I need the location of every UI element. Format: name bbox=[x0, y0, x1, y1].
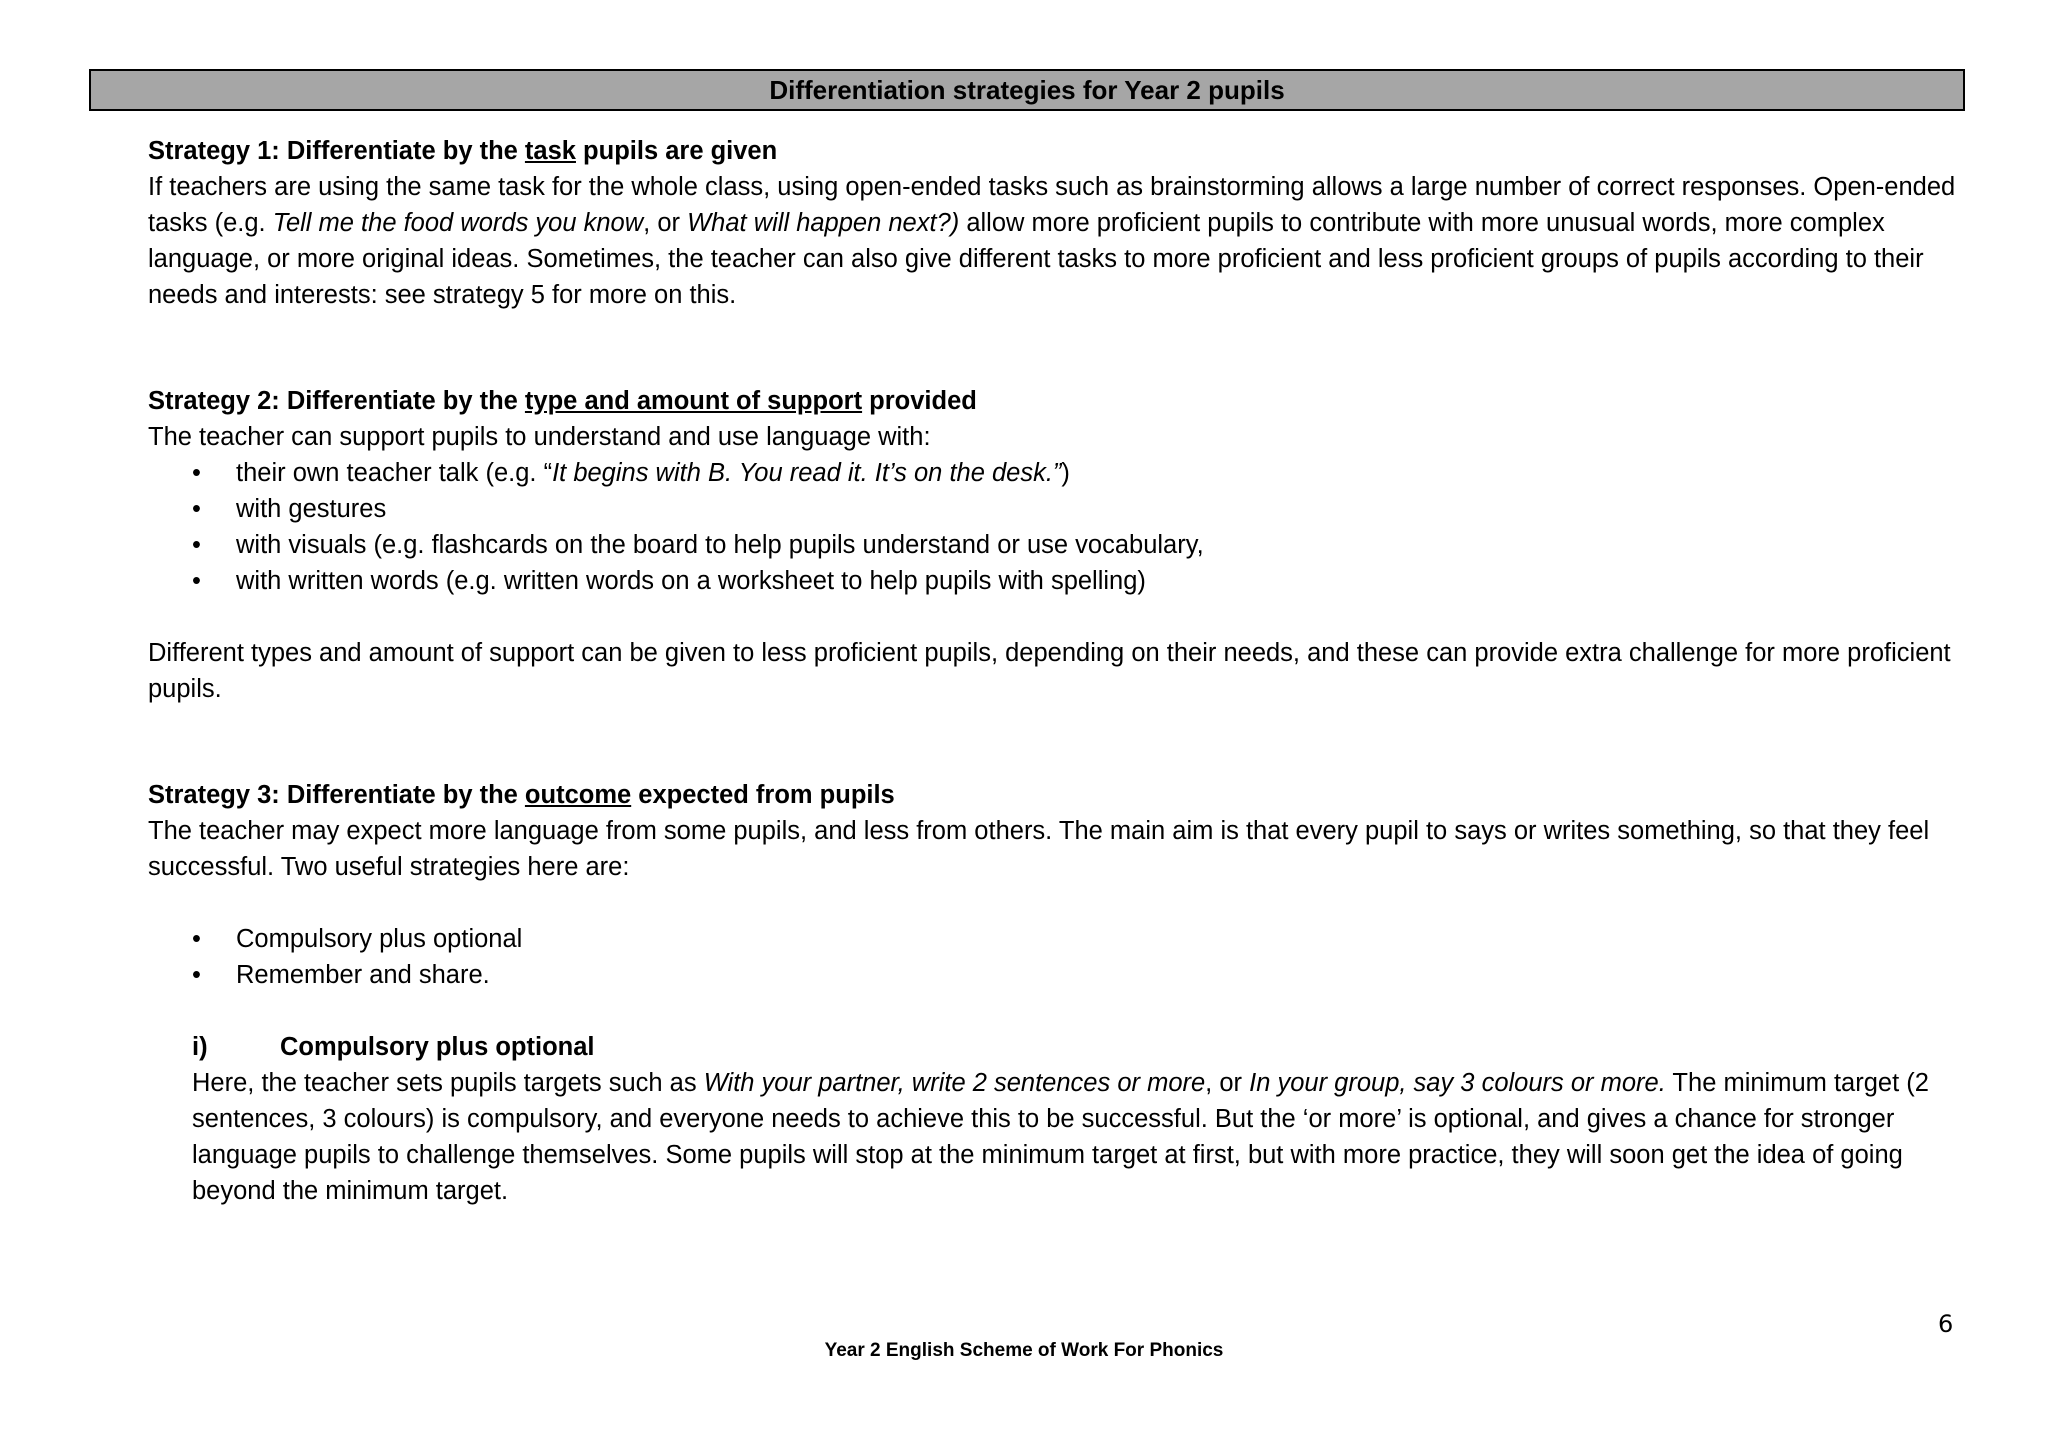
strategy3-bullet-list bbox=[148, 921, 1968, 993]
page-footer: Year 2 English Scheme of Work For Phonics bbox=[824, 1340, 1224, 1361]
list-item: • their own teacher talk (e.g. “It begins with B. You read it. It’s on the desk.”) bbox=[148, 455, 1968, 491]
document-title: Differentiation strategies for Year 2 pupils bbox=[89, 69, 1965, 111]
strategy3-heading: Strategy 3: Differentiate by the outcome expected from pupils bbox=[148, 781, 895, 809]
strategy2-bullet-list bbox=[148, 455, 1968, 599]
list-item: • with visuals (e.g. flashcards on the board to help pupils understand or use vocabulary, bbox=[148, 527, 1968, 563]
bullet-icon: • bbox=[192, 459, 201, 487]
list-item: • with gestures bbox=[148, 491, 1968, 527]
strategy2-intro: The teacher can support pupils to understand and use language with: bbox=[148, 423, 931, 451]
strategy2-heading: Strategy 2: Differentiate by the type and amount of support provided bbox=[148, 387, 977, 415]
subsection-paragraph: Here, the teacher sets pupils targets such as With your partner, write 2 sentences or more, or In your group, say 3 colours or more. The minimum target (2 sentences, 3 colours) is compulsory, and everyone needs to achieve this to be successful. But the ‘or more’ is optional, and gives a chance for stronger language pupils to challenge themselves. Some pupils will stop at the minimum target at first, but with more practice, they will soon get the idea of going beyond the minimum target. bbox=[192, 1069, 1929, 1205]
bullet-icon: • bbox=[192, 531, 201, 559]
strategy1-heading: Strategy 1: Differentiate by the task pupils are given bbox=[148, 137, 778, 165]
strategy3-intro: The teacher may expect more language from some pupils, and less from others. The main aim is that every pupil to says or writes something, so that they feel successful. Two useful strategies here are: bbox=[148, 817, 1930, 881]
document-body bbox=[148, 133, 1968, 1209]
list-item: • Compulsory plus optional bbox=[148, 921, 1968, 957]
strategy2-closing: Different types and amount of support can be given to less proficient pupils, depending on their needs, and these can provide extra challenge for more proficient pupils. bbox=[148, 639, 1951, 703]
bullet-icon: • bbox=[192, 495, 201, 523]
bullet-icon: • bbox=[192, 567, 201, 595]
page-number: 6 bbox=[1938, 1310, 1954, 1338]
strategy1-paragraph: If teachers are using the same task for the whole class, using open-ended tasks such as brainstorming allows a large number of correct responses. Open-ended tasks (e.g. Tell me the food words you know, or What will happen next?) allow more proficient pupils to contribute with more unusual words, more complex language, or more original ideas. Sometimes, the teacher can also give different tasks to more proficient and less proficient groups of pupils according to their needs and interests: see strategy 5 for more on this. bbox=[148, 173, 1956, 309]
bullet-icon: • bbox=[192, 925, 201, 953]
subsection-heading: i) Compulsory plus optional bbox=[192, 1033, 595, 1061]
bullet-icon: • bbox=[192, 961, 201, 989]
list-item: • Remember and share. bbox=[148, 957, 1968, 993]
list-item: • with written words (e.g. written words on a worksheet to help pupils with spelling) bbox=[148, 563, 1968, 599]
